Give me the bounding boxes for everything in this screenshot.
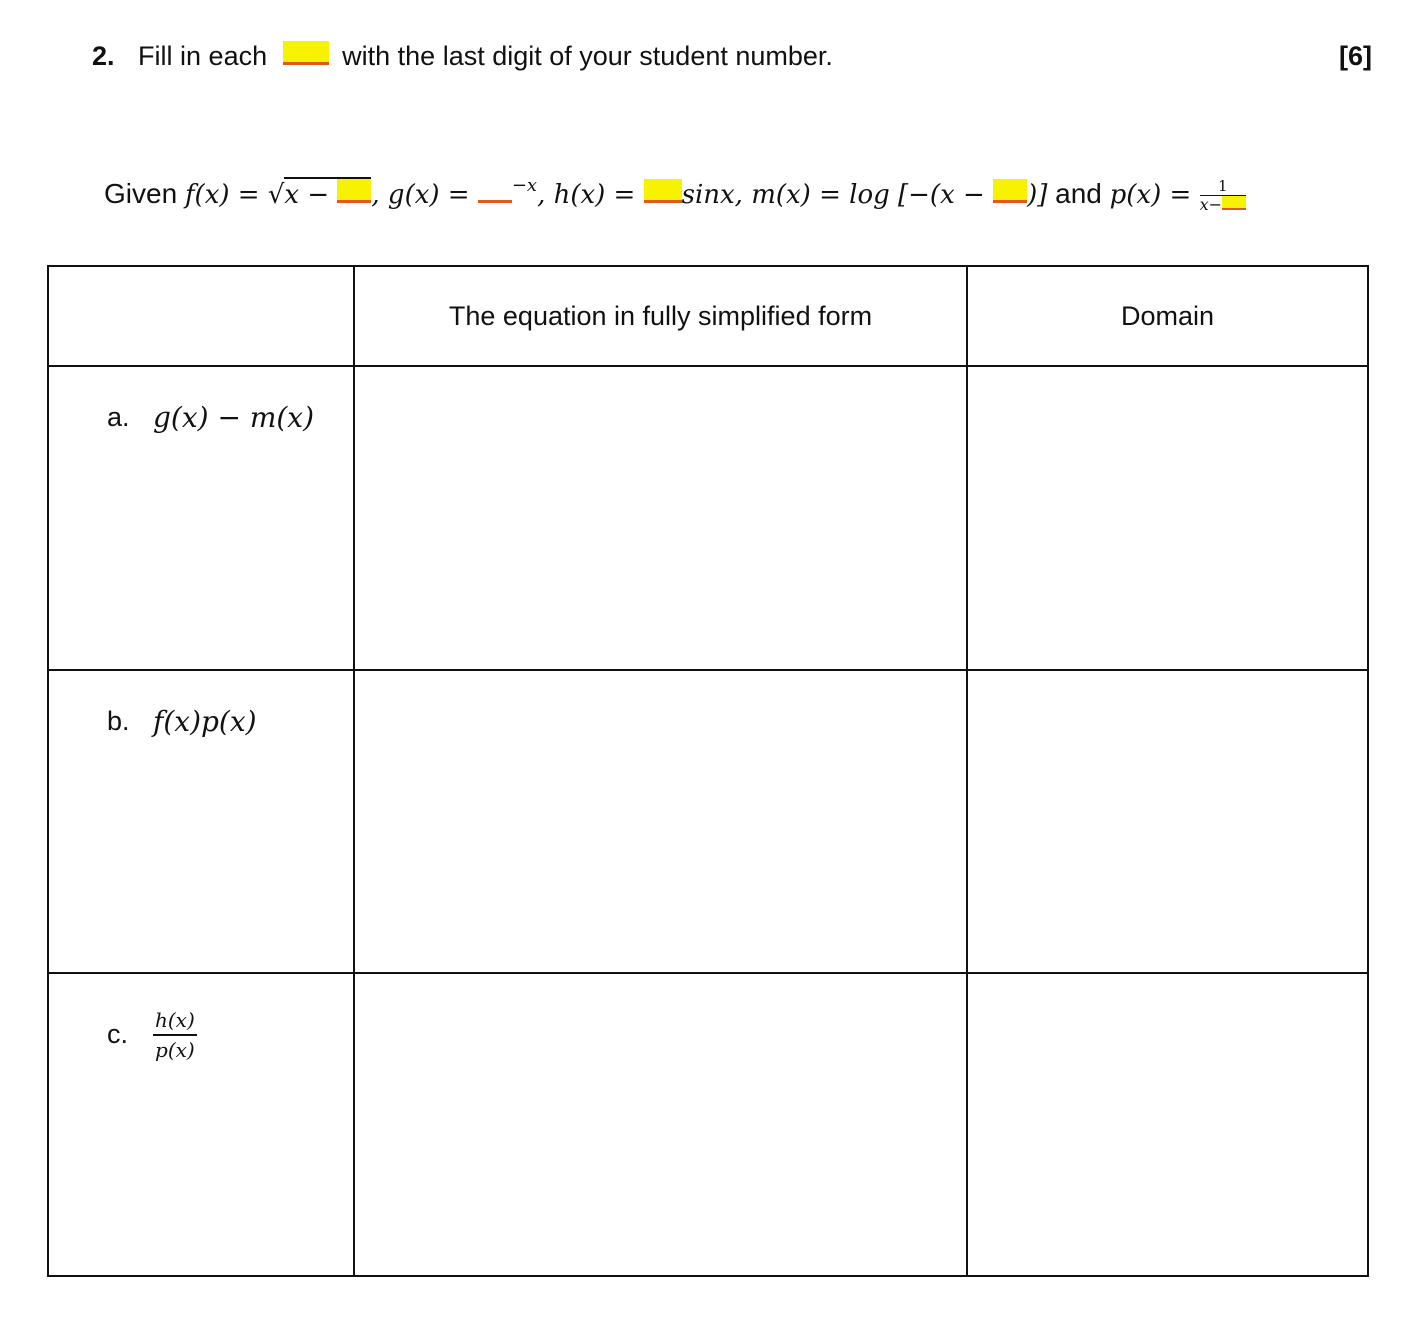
h-and-m-definition: sinx, m(x) = log [−(x − xyxy=(681,180,994,210)
row-expression: f(x)p(x) xyxy=(153,704,257,738)
row-letter: a. xyxy=(107,402,130,433)
p-fraction xyxy=(1200,177,1246,214)
table-header-row xyxy=(48,266,1368,366)
question-number: 2. xyxy=(92,41,115,71)
m-blank[interactable] xyxy=(993,179,1027,203)
h-definition: , h(x) = xyxy=(537,180,644,210)
sqrt-sign: √ xyxy=(267,180,285,210)
equation-answer-cell[interactable] xyxy=(354,973,967,1276)
row-letter: b. xyxy=(107,705,130,736)
row-letter: c. xyxy=(107,1019,129,1050)
question-marks: [6] xyxy=(1339,41,1372,71)
row-label-cell xyxy=(48,366,354,669)
f-definition: f(x) = xyxy=(184,180,268,210)
p-blank[interactable] xyxy=(1222,196,1246,210)
table-row-b xyxy=(48,670,1368,973)
domain-answer-cell[interactable] xyxy=(967,366,1368,669)
answer-table xyxy=(47,265,1369,1277)
row-label-cell xyxy=(48,670,354,973)
row-label xyxy=(49,974,353,1062)
p-numerator: 1 xyxy=(1200,177,1246,196)
p-denominator xyxy=(1200,196,1246,214)
g-definition: , g(x) = xyxy=(371,180,478,210)
fraction-denominator: p(x) xyxy=(155,1037,195,1062)
given-lead: Given xyxy=(104,178,178,209)
h-coefficient-blank[interactable] xyxy=(644,179,682,203)
f-radicand xyxy=(284,177,371,210)
row-label xyxy=(49,671,353,738)
row-label-cell xyxy=(48,973,354,1276)
header-domain: Domain xyxy=(967,266,1368,366)
and-text: and xyxy=(1047,178,1110,209)
row-label xyxy=(49,367,353,434)
row-expression: g(x) − m(x) xyxy=(153,401,315,435)
p-definition: p(x) = xyxy=(1109,180,1200,210)
header-cell-empty xyxy=(48,266,354,366)
given-functions-line xyxy=(104,172,1364,228)
question-text-before: Fill in each xyxy=(138,41,268,71)
table-row-c xyxy=(48,973,1368,1276)
fraction-numerator: h(x) xyxy=(153,1008,197,1036)
equation-answer-cell[interactable] xyxy=(354,366,967,669)
g-exponent: −x xyxy=(511,175,538,196)
question-text-after: with the last digit of your student number. xyxy=(342,41,833,71)
domain-answer-cell[interactable] xyxy=(967,670,1368,973)
m-close: )] xyxy=(1027,180,1048,210)
question-line xyxy=(92,38,1382,78)
f-radicand-text: x − xyxy=(284,180,338,210)
domain-answer-cell[interactable] xyxy=(967,973,1368,1276)
header-equation: The equation in fully simplified form xyxy=(354,266,967,366)
row-fraction xyxy=(153,1008,197,1062)
p-denominator-text: x− xyxy=(1199,195,1222,215)
g-base-blank[interactable] xyxy=(478,179,512,203)
student-digit-blank[interactable] xyxy=(283,41,329,65)
equation-answer-cell[interactable] xyxy=(354,670,967,973)
table-row-a xyxy=(48,366,1368,669)
f-blank[interactable] xyxy=(337,179,371,203)
